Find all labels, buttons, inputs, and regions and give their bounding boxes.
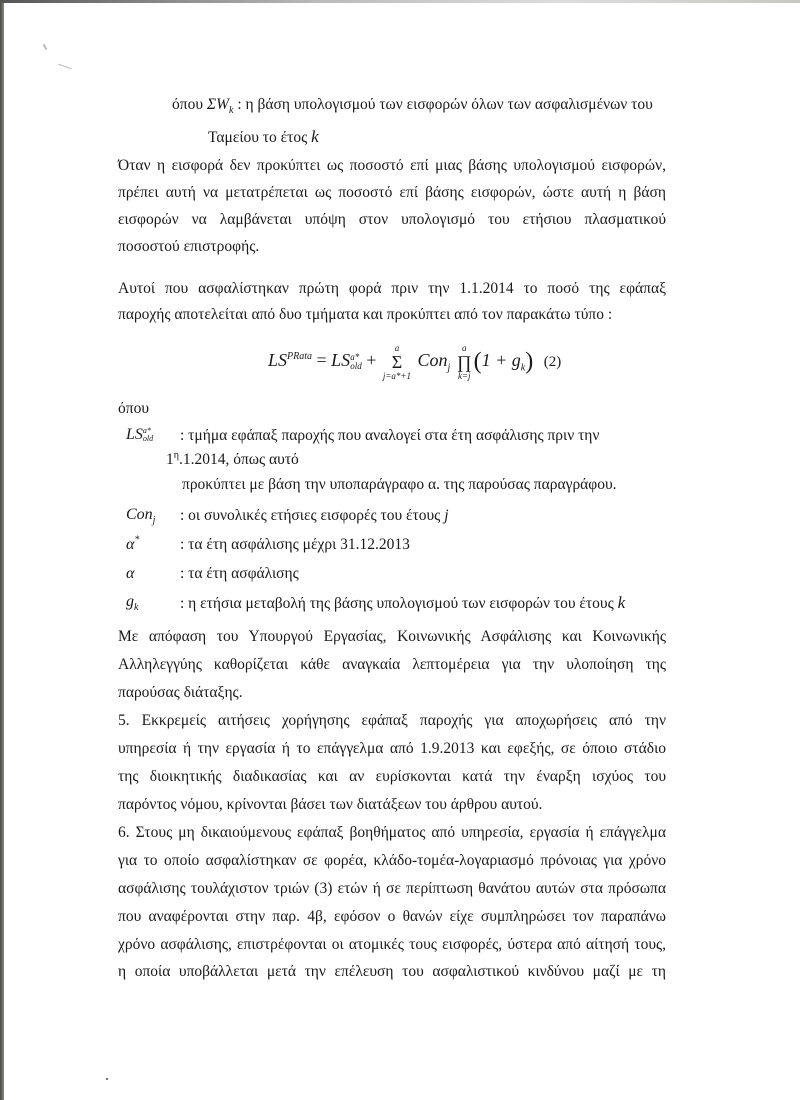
def-symbol-alpha: α bbox=[126, 565, 135, 582]
para6-line: που αναφέρονται στην παρ. 4β, εφόσον ο θανών είχε συμπληρώσει τον παραπάνω bbox=[118, 908, 666, 925]
def-symbol-g bbox=[126, 593, 139, 614]
prod-upper-limit: a bbox=[461, 343, 467, 353]
prod-lower-limit: k=j bbox=[457, 371, 471, 381]
symbol-sub: old bbox=[142, 434, 154, 444]
formula-equals: = bbox=[316, 350, 327, 371]
sw-description: : η βάση υπολογισμού των εισφορών όλων των ασφαλισμένων του bbox=[237, 96, 653, 113]
para6-line: για το οποίο ασφαλίστηκαν σε φορέα, κλάδο-τομέα-λογαριασμό πρόνοιας για χρόνο bbox=[118, 852, 666, 869]
formula-ls-old-sup: a* bbox=[350, 352, 360, 362]
def-text-con bbox=[180, 507, 449, 525]
prod-sign: ∏ bbox=[456, 352, 472, 372]
summation-operator bbox=[383, 343, 411, 381]
para5-line: της διοικητικής διαδικασίας και αν ευρίσκονται κατά την έναρξη ισχύος του bbox=[118, 768, 666, 785]
def-text-alpha-star: : τα έτη ασφάλισης μέχρι 31.12.2013 bbox=[180, 536, 410, 553]
formula-lhs: LS bbox=[268, 350, 288, 371]
scan-speck bbox=[43, 44, 48, 50]
symbol-sup: a* bbox=[142, 426, 151, 436]
formula-inner: 1 + g bbox=[481, 350, 521, 371]
para5-line: 5. Εκκρεμείς αιτήσεις χορήγησης εφάπαξ παροχής για αποχωρήσεις από την bbox=[118, 712, 666, 729]
var-k: k bbox=[311, 127, 319, 146]
para1-line: Όταν η εισφορά δεν προκύπτει ως ποσοστό επί μιας βάσης υπολογισμού εισφορών, bbox=[118, 157, 666, 174]
para6-line: η οποία υποβάλλεται μετά την επέλευση του ασφαλιστικού κινδύνου μαζί με τη bbox=[118, 963, 666, 980]
ordinal-suffix: η bbox=[173, 449, 179, 461]
formula-ls-old: LS bbox=[331, 350, 351, 371]
symbol-sub: j bbox=[152, 515, 156, 527]
symbol-text: α bbox=[126, 536, 135, 553]
where-word: όπου bbox=[172, 96, 203, 113]
date-rest: .1.2014, όπως αυτό bbox=[178, 451, 299, 468]
sigma-w-symbol: ΣW bbox=[206, 96, 229, 113]
ordinal-number: 1 bbox=[166, 451, 174, 468]
lump-sum-formula: $LS^{PRata}$ = LS a* old + a Σ j=a*+1 Con$_j$ a ∏ k=j $(1 + g_k)$ (2) bbox=[268, 343, 562, 381]
para5-line: παρόντος νόμου, κρίνονται βάσει των διατάξεων του άρθρου αυτού. bbox=[118, 796, 543, 813]
scan-edge bbox=[0, 0, 4, 1100]
symbol-text: g bbox=[126, 593, 134, 610]
para6-line: 6. Στους μη δικαιούμενους εφάπαξ βοηθήματος από υπηρεσία, εργασία ή επάγγελμα bbox=[118, 824, 666, 841]
def-text-alpha: : τα έτη ασφάλισης bbox=[180, 565, 299, 582]
para1-line: ποσοστού επιστροφής. bbox=[118, 238, 260, 255]
para1-line: εισφορών να λαμβάνεται υπόψη στον υπολογισμό του ετήσιου πλασματικού bbox=[118, 211, 666, 228]
symbol-sup: * bbox=[134, 534, 140, 546]
sum-lower-limit: j=a*+1 bbox=[382, 371, 412, 381]
def-ls-old-cont1 bbox=[166, 450, 299, 470]
para6-line: χρόνο ασφάλισης, επιστρέφονται οι ατομικές τους εισφορές, ύστερα από αίτησή τους, bbox=[118, 936, 666, 953]
para2-line: Αυτοί που ασφαλίστηκαν πρώτη φορά πριν την 1.1.2014 το ποσό της εφάπαξ bbox=[118, 280, 666, 297]
def-text-g bbox=[180, 593, 625, 613]
scan-speck bbox=[58, 64, 71, 70]
formula-ls-old-sub: old bbox=[350, 361, 362, 371]
sigma-w-subscript: k bbox=[229, 105, 234, 117]
formula-inner-sub: k bbox=[520, 362, 526, 374]
def-symbol-alpha-star bbox=[126, 536, 139, 554]
symbol-text: Con bbox=[126, 506, 153, 523]
equation-number: (2) bbox=[543, 354, 562, 371]
para1-line: πρέπει αυτή να μετατρέπεται ως ποσοστό επί βάσης εισφορών, ώστε αυτή η βάση bbox=[118, 184, 666, 201]
sw-description-cont: Ταμείου το έτος bbox=[208, 129, 308, 146]
def-symbol-ls-old bbox=[126, 426, 153, 444]
formula-con: Con bbox=[417, 350, 448, 371]
para3-line: παρούσας διάταξης. bbox=[118, 684, 243, 701]
para5-line: υπηρεσία ή την εργασία ή το επάγγελμα από 1.9.2013 και εφεξής, σε όποιο στάδιο bbox=[118, 740, 666, 757]
var-j: j bbox=[444, 507, 449, 524]
def-symbol-con bbox=[126, 506, 156, 527]
para2-line: παροχής αποτελείται από δυο τμήματα και προκύπτει από τον παρακάτω τύπο : bbox=[118, 306, 613, 323]
sum-sign: Σ bbox=[391, 352, 403, 372]
symbol-text: LS bbox=[126, 426, 143, 443]
sum-upper-limit: a bbox=[394, 343, 400, 353]
formula-lhs-sup: PRata bbox=[287, 351, 313, 363]
formula-con-sub: j bbox=[447, 362, 451, 374]
sw-definition-line-2 bbox=[208, 127, 319, 148]
def-ls-old-cont2: προκύπτει με βάση την υποπαράγραφο α. της παρούσας παραγράφου. bbox=[182, 476, 617, 493]
product-operator bbox=[457, 343, 472, 381]
def-text-ls-old: : τμήμα εφάπαξ παροχής που αναλογεί στα έτη ασφάλισης πριν την bbox=[180, 427, 600, 444]
def-text: : η ετήσια μεταβολή της βάσης υπολογισμού των εισφορών του έτους bbox=[180, 595, 614, 612]
sw-definition-line bbox=[172, 95, 653, 115]
where-label: όπου bbox=[118, 400, 149, 417]
symbol-sub: k bbox=[134, 602, 139, 614]
var-k: k bbox=[617, 593, 626, 612]
para6-line: ασφάλισης τουλάχιστον τριών (3) ετών ή σε περίπτωση θανάτου αυτών στα πρόσωπα bbox=[118, 880, 666, 897]
formula-plus: + bbox=[366, 350, 377, 371]
para3-line: Με απόφαση του Υπουργού Εργασίας, Κοινωνικής Ασφάλισης και Κοινωνικής bbox=[118, 628, 666, 645]
scan-speck bbox=[106, 1078, 108, 1080]
para3-line: Αλληλεγγύης καθορίζεται κάθε αναγκαία λεπτομέρεια για την υλοποίηση της bbox=[118, 656, 666, 673]
def-text: : οι συνολικές ετήσιες εισφορές του έτους bbox=[180, 507, 441, 524]
scan-edge-top bbox=[0, 0, 800, 3]
